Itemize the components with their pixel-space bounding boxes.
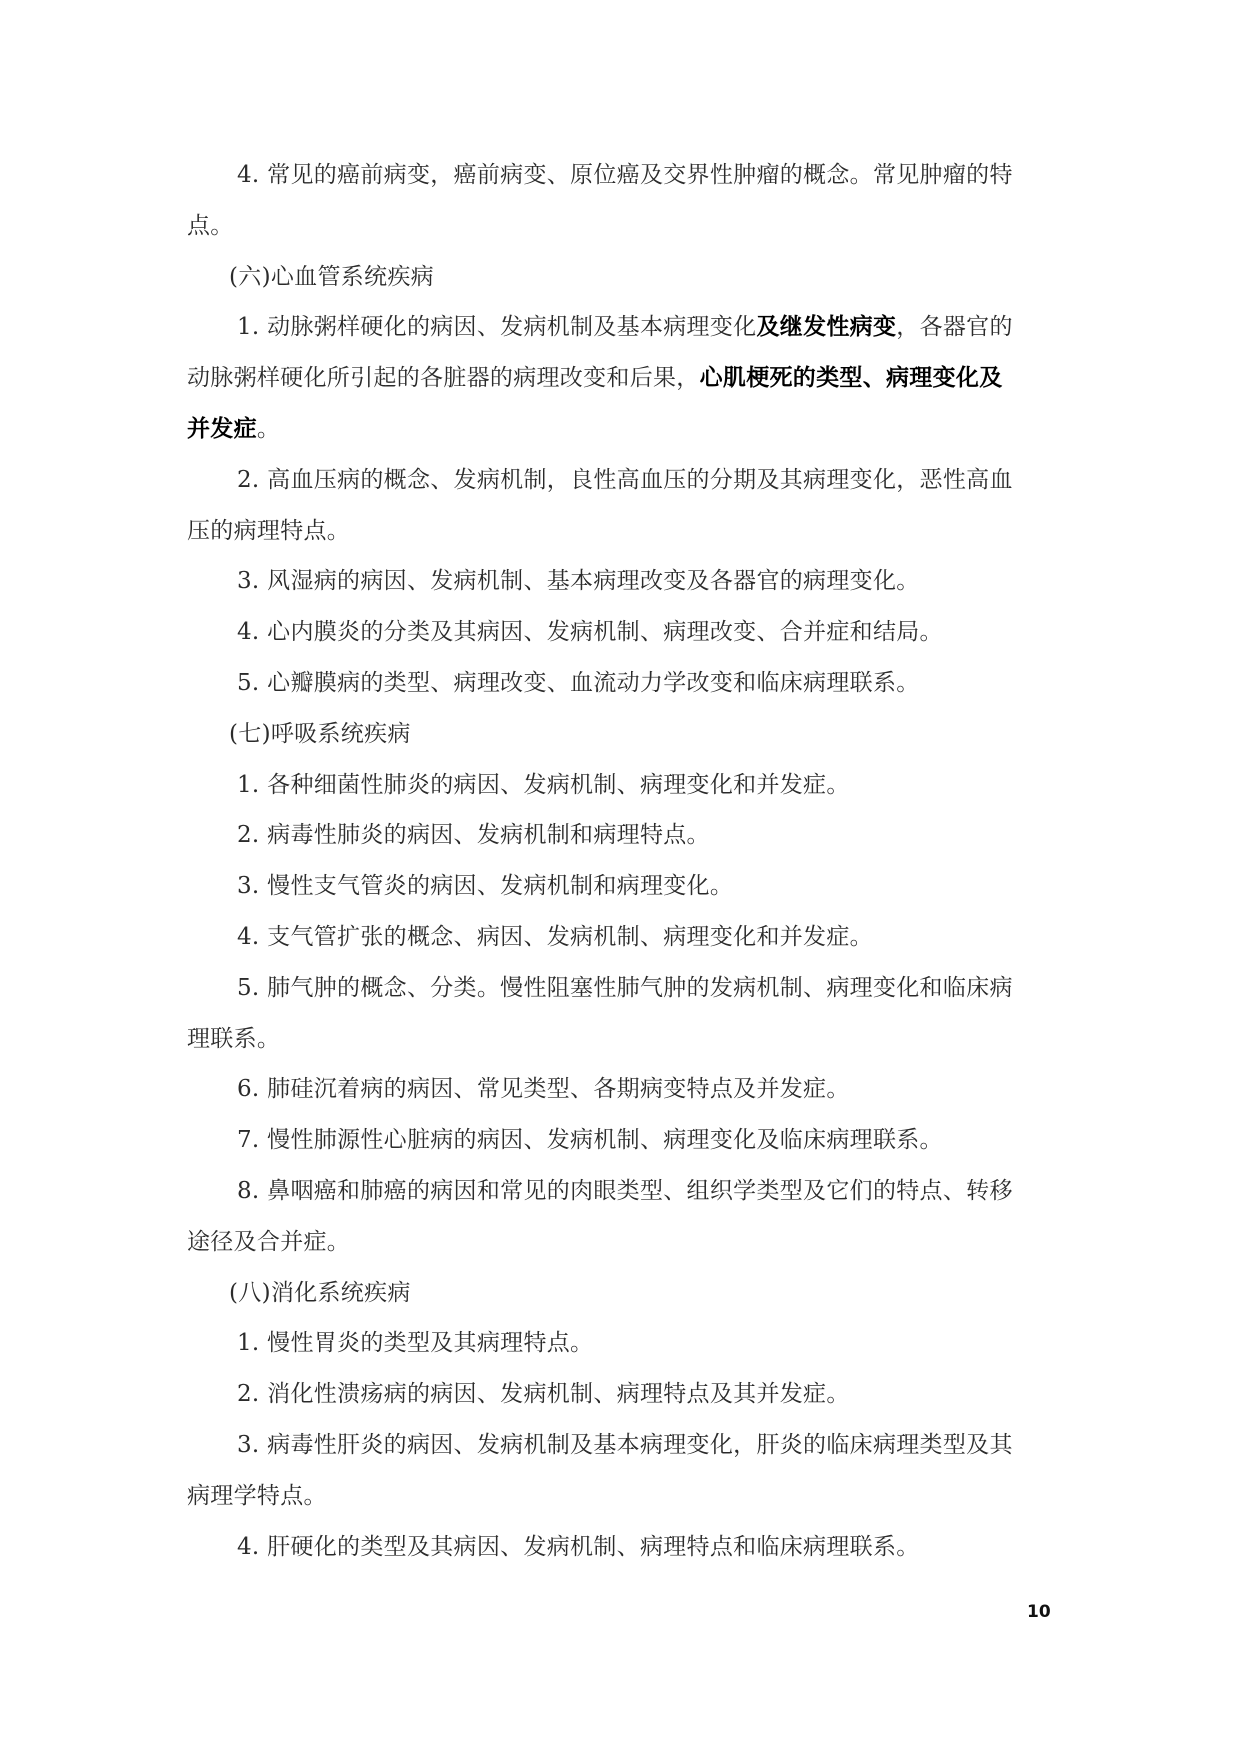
list-item [187,861,1043,912]
text-line [187,302,1043,353]
list-item [187,1420,1043,1522]
text-line: 4. 支气管扩张的概念、病因、发病机制、病理变化和并发症。 [237,923,873,950]
text-line: 4. 肝硬化的类型及其病因、发病机制、病理特点和临床病理联系。 [237,1533,920,1560]
list-item [187,556,1043,607]
emphasized-text: 心肌梗死的类型、病理变化及 [699,364,1003,392]
list-item [187,1369,1043,1420]
text-line: 1. 各种细菌性肺炎的病因、发病机制、病理变化和并发症。 [237,771,850,798]
list-item [187,1166,1043,1268]
heading-text: (七)呼吸系统疾病 [229,720,411,747]
text-line [187,404,1043,455]
text-line: 途径及合并症。 [187,1228,351,1255]
list-item [187,607,1043,658]
text-line: 6. 肺硅沉着病的病因、常见类型、各期病变特点及并发症。 [237,1076,850,1103]
heading-text: (八)消化系统疾病 [229,1279,411,1306]
heading-text: (六)心血管系统疾病 [229,263,434,290]
list-item [187,760,1043,811]
list-item [187,658,1043,709]
list-item [187,1115,1043,1166]
text-line: 8. 鼻咽癌和肺癌的病因和常见的肉眼类型、组织学类型及它们的特点、转移 [237,1177,1013,1204]
list-item [187,150,1043,252]
emphasized-text: 及继发性病变 [756,313,897,341]
text-line: 1. 慢性胃炎的类型及其病理特点。 [237,1330,594,1357]
emphasized-text: 并发症 [187,414,257,442]
text-line: 4. 心内膜炎的分类及其病因、发病机制、病理改变、合并症和结局。 [237,619,943,646]
section-heading-cardiovascular [187,252,1043,303]
list-item [187,963,1043,1065]
page-number: 10 [1027,1602,1051,1622]
text-line: 3. 慢性支气管炎的病因、发病机制和病理变化。 [237,873,734,900]
list-item [187,810,1043,861]
text-line: 5. 心瓣膜病的类型、病理改变、血流动力学改变和临床病理联系。 [237,669,920,696]
text-span: 。 [256,415,281,442]
text-line: 压的病理特点。 [187,517,351,544]
text-line: 2. 病毒性肺炎的病因、发病机制和病理特点。 [237,822,710,849]
text-line: 理联系。 [187,1025,281,1052]
list-item [187,1318,1043,1369]
section-heading-digestive [187,1268,1043,1319]
text-span: ，各器官的 [896,314,1013,341]
text-line: 5. 肺气肿的概念、分类。慢性阻塞性肺气肿的发病机制、病理变化和临床病 [237,974,1013,1001]
list-item [187,302,1043,454]
list-item [187,455,1043,557]
text-line: 7. 慢性肺源性心脏病的病因、发病机制、病理变化及临床病理联系。 [237,1127,943,1154]
list-item [187,912,1043,963]
text-line: 2. 高血压病的概念、发病机制，良性高血压的分期及其病理变化，恶性高血 [237,466,1013,493]
list-item [187,1064,1043,1115]
section-heading-respiratory [187,709,1043,760]
text-line: 3. 风湿病的病因、发病机制、基本病理改变及各器官的病理变化。 [237,568,920,595]
text-span: 动脉粥样硬化所引起的各脏器的病理改变和后果， [187,365,700,392]
document-page [187,150,1043,1572]
text-span: 1. 动脉粥样硬化的病因、发病机制及基本病理变化 [237,314,757,341]
text-line: 点。 [187,212,234,239]
text-line: 2. 消化性溃疡病的病因、发病机制、病理特点及其并发症。 [237,1381,850,1408]
text-line: 病理学特点。 [187,1482,327,1509]
text-line: 3. 病毒性肝炎的病因、发病机制及基本病理变化，肝炎的临床病理类型及其 [237,1431,1013,1458]
text-line: 4. 常见的癌前病变，癌前病变、原位癌及交界性肿瘤的概念。常见肿瘤的特 [237,162,1013,188]
list-item [187,1522,1043,1573]
text-line [187,353,1043,404]
